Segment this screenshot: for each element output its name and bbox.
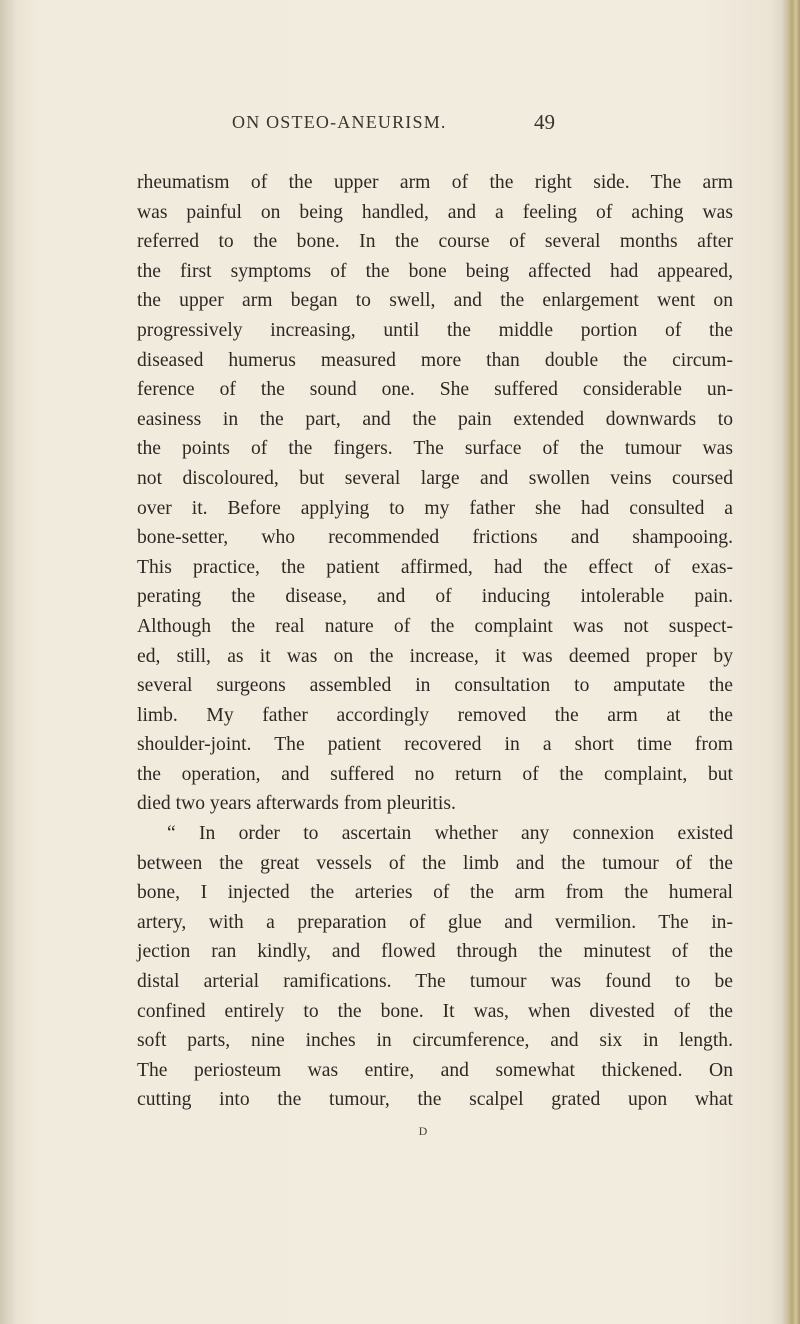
text-line: Although the real nature of the complaint was not suspect-: [137, 615, 733, 637]
text-line: soft parts, nine inches in circumference, and six in length.: [137, 1030, 733, 1052]
signature-mark: [0, 1124, 800, 1139]
text-line: limb. My father accordingly removed the arm at the: [137, 704, 733, 726]
text-line: distal arterial ramifications. The tumour was found to be: [137, 971, 733, 993]
text-line: easiness in the part, and the pain extended downwards to: [137, 408, 733, 430]
text-line: This practice, the patient affirmed, had the effect of exas-: [137, 556, 733, 578]
text-line: bone, I injected the arteries of the arm from the humeral: [137, 882, 733, 904]
text-line: progressively increasing, until the middle portion of the: [137, 319, 733, 341]
text-line: cutting into the tumour, the scalpel grated upon what: [137, 1089, 733, 1111]
text-line: artery, with a preparation of glue and vermilion. The in-: [137, 911, 733, 933]
page-number: 49: [534, 110, 555, 134]
text-line: bone-setter, who recommended frictions and shampooing.: [137, 527, 733, 549]
text-line: between the great vessels of the limb and the tumour of the: [137, 852, 733, 874]
text-line: referred to the bone. In the course of several months after: [137, 231, 733, 253]
text-line: “ In order to ascertain whether any connexion existed: [167, 823, 733, 845]
text-line: shoulder-joint. The patient recovered in a short time from: [137, 734, 733, 756]
running-title: ON OSTEO-ANEURISM.: [232, 112, 447, 132]
text-line: was painful on being handled, and a feeling of aching was: [137, 201, 733, 223]
text-line: diseased humerus measured more than double the circum-: [137, 349, 733, 371]
text-line: confined entirely to the bone. It was, when divested of the: [137, 1000, 733, 1022]
text-line: ference of the sound one. She suffered considerable un-: [137, 379, 733, 401]
body-text: [137, 168, 733, 1115]
text-line: not discoloured, but several large and swollen veins coursed: [137, 467, 733, 489]
text-line: jection ran kindly, and flowed through the minutest of the: [137, 941, 733, 963]
signature-letter: D: [418, 1124, 428, 1138]
text-line: ed, still, as it was on the increase, it was deemed proper by: [137, 645, 733, 667]
text-line: the operation, and suffered no return of the complaint, but: [137, 763, 733, 785]
running-head: [0, 112, 800, 136]
text-line: the upper arm began to swell, and the enlargement went on: [137, 290, 733, 312]
text-line: died two years afterwards from pleuritis.: [137, 793, 456, 815]
text-line: rheumatism of the upper arm of the right side. The arm: [137, 172, 733, 193]
text-line: the points of the fingers. The surface of the tumour was: [137, 438, 733, 460]
text-line: over it. Before applying to my father she had consulted a: [137, 497, 733, 519]
text-line: perating the disease, and of inducing intolerable pain.: [137, 586, 733, 608]
text-line: The periosteum was entire, and somewhat thickened. On: [137, 1059, 733, 1081]
text-line: several surgeons assembled in consultation to amputate the: [137, 675, 733, 697]
text-line: the first symptoms of the bone being affected had appeared,: [137, 260, 733, 282]
